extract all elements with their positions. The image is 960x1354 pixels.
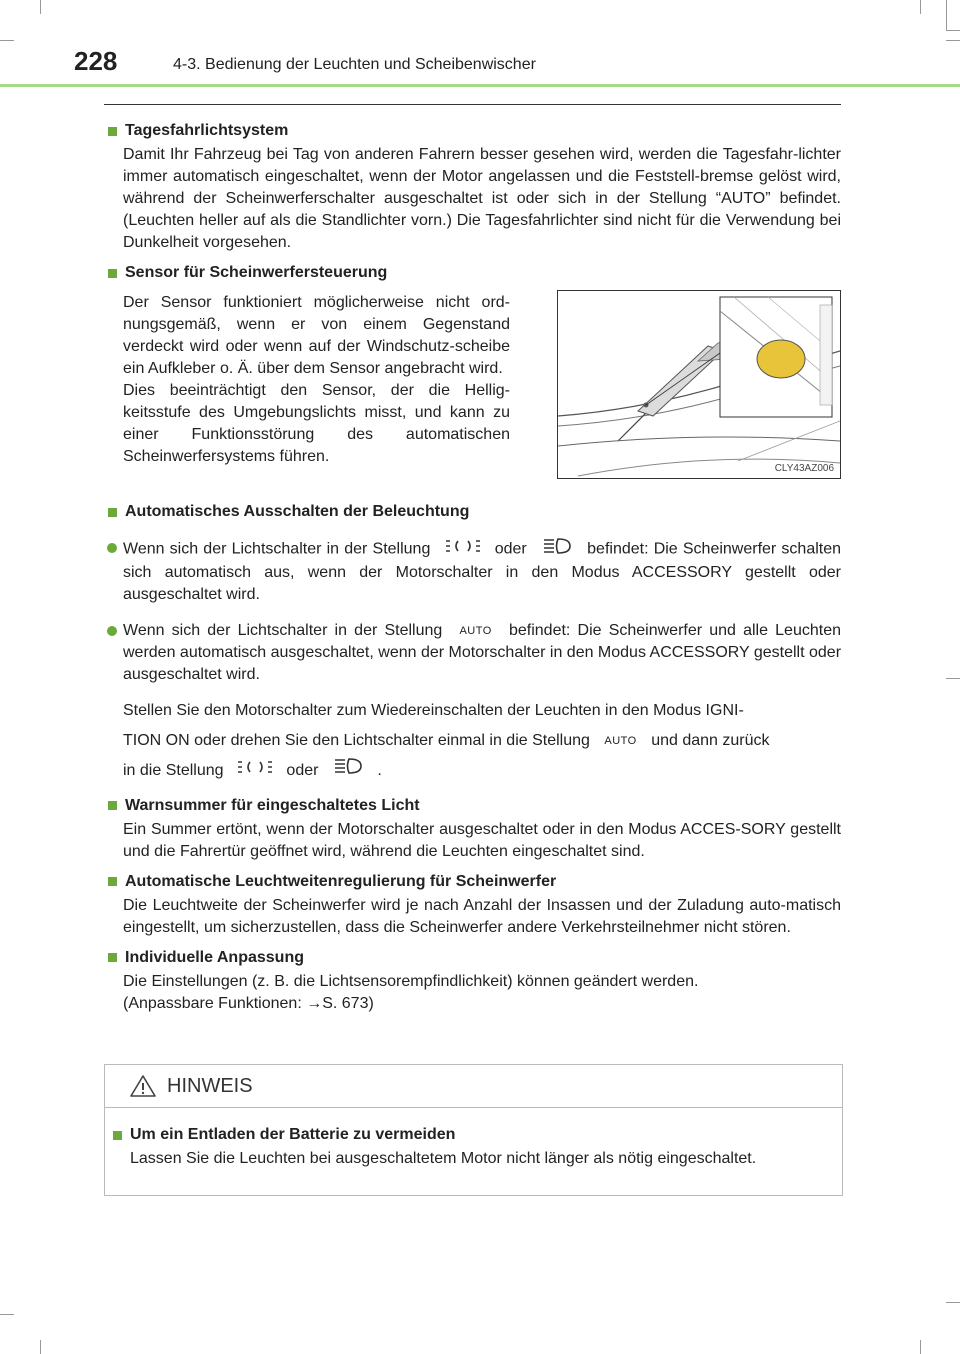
section-headlight-sensor	[104, 260, 841, 479]
bullet-text: befindet: Die Scheinwerfer und alle Leuchten werden automatisch ausgeschaltet, wenn der Motorschalter in den Modus ACCESSORY gestellt oder ausgeschaltet wird.	[123, 622, 842, 684]
heading-text: Individuelle Anpassung	[125, 948, 304, 966]
notice-header	[105, 1065, 842, 1108]
crop-mark	[920, 0, 921, 14]
header-rule	[0, 84, 960, 87]
section-text	[123, 971, 841, 1015]
section-heading	[104, 869, 841, 895]
crop-mark	[0, 40, 14, 41]
heading-text: Automatische Leuchtweitenregulierung für Scheinwerfer	[125, 872, 557, 890]
para-line: TION ON oder drehen Sie den Lichtschalter einmal in die Stellung	[123, 732, 590, 750]
section-daytime-running-lights	[104, 118, 841, 254]
para-line: Stellen Sie den Motorschalter zum Wiedereinschalten der Leuchten in den Modus IGNI-	[123, 702, 744, 720]
sensor-paragraph-1: Der Sensor funktioniert möglicherweise nicht ord-nungsgemäß, wenn er von einem Gegenstand verdeckt wird oder wenn auf der Windschutz-scheibe ein Aufkleber o. Ä. über dem Sensor angebracht wird.	[123, 294, 510, 377]
parking-lights-icon	[446, 538, 480, 561]
custom-link-reference[interactable]: (Anpassbare Funktionen: →S. 673)	[123, 994, 374, 1012]
heading-text: Tagesfahrlichtsystem	[125, 122, 289, 139]
sensor-block	[123, 290, 841, 479]
para-line: oder	[286, 762, 319, 780]
section-heading	[104, 260, 841, 286]
notice-box	[104, 1064, 843, 1196]
sensor-paragraph-2: Dies beeinträchtigt den Sensor, der die Hellig-keitsstufe des Umgebungslichts misst, und kann zu einer Funktionsstörung des automatischen Scheinwerfersystems führen.	[123, 382, 510, 465]
crop-mark	[0, 1314, 14, 1315]
bullet-text: Wenn sich der Lichtschalter in der Stellung	[123, 622, 443, 640]
notice-text: Lassen Sie die Leuchten bei ausgeschaltetem Motor nicht länger als nötig eingeschaltet.	[130, 1150, 757, 1167]
square-bullet-icon	[108, 269, 117, 278]
reactivation-paragraph	[123, 696, 841, 786]
warning-triangle-icon	[129, 1074, 157, 1098]
section-divider	[104, 104, 841, 105]
section-light-buzzer	[104, 793, 841, 863]
square-bullet-icon	[113, 1131, 122, 1140]
crop-mark	[946, 678, 960, 679]
figure-code: CLY43AZ006	[774, 463, 834, 474]
page-content	[104, 118, 841, 1021]
crop-mark	[40, 1340, 41, 1354]
crop-mark	[946, 0, 947, 30]
crop-mark	[946, 1302, 960, 1303]
bullet-item	[123, 537, 841, 606]
heading-text: Sensor für Scheinwerfersteuerung	[125, 264, 388, 281]
section-text: Ein Summer ertönt, wenn der Motorschalter ausgeschaltet oder in den Modus ACCES-SORY gestellt und die Fahrertür geöffnet wird, während die Leuchten eingeschaltet sind.	[123, 820, 841, 860]
page-number: 228	[74, 46, 118, 76]
notice-title: HINWEIS	[167, 1074, 253, 1097]
sensor-text	[123, 292, 510, 479]
section-text: Damit Ihr Fahrzeug bei Tag von anderen Fahrern besser gesehen wird, werden die Tagesfahr-lichter immer automatisch eingeschaltet, wenn der Motor angelassen und die Feststell-bremse gelöst wird, während der Scheinwerferschalter ausgeschaltet ist oder sich in der Stellung “AUTO” befindet. (Leuchten heller auf als die Standlichter vorn.) Die Tagesfahrlichter sind nicht für die Verwendung bei Dunkelheit vorgesehen.	[123, 146, 841, 251]
headlights-icon	[333, 756, 363, 786]
heading-text: Automatisches Ausschalten der Beleuchtung	[125, 503, 470, 520]
square-bullet-icon	[108, 953, 117, 962]
para-line: .	[377, 762, 382, 780]
sensor-illustration	[557, 290, 841, 479]
crop-mark	[946, 30, 960, 31]
section-heading	[104, 499, 841, 525]
para-line: in die Stellung	[123, 762, 224, 780]
square-bullet-icon	[108, 508, 117, 517]
section-heading	[104, 118, 841, 144]
square-bullet-icon	[108, 127, 117, 136]
section-auto-off	[104, 499, 841, 787]
bullet-item	[123, 620, 841, 686]
square-bullet-icon	[108, 801, 117, 810]
square-bullet-icon	[108, 877, 117, 886]
parking-lights-icon	[238, 756, 272, 786]
section-heading	[104, 945, 841, 971]
bullet-text: Wenn sich der Lichtschalter in der Stellung	[123, 540, 431, 558]
heading-text: Warnsummer für eingeschaltetes Licht	[125, 796, 420, 814]
para-line: und dann zurück	[651, 732, 770, 750]
custom-text-1: Die Einstellungen (z. B. die Lichtsensorempfindlichkeit) können geändert werden.	[123, 972, 699, 990]
bullet-text: befindet: Die Scheinwerfer schalten sich automatisch aus, wenn der Motorschalter in den Modus ACCESSORY gestellt oder ausgeschaltet wird.	[123, 540, 842, 603]
crop-mark	[40, 0, 41, 14]
bullet-dot-icon	[107, 626, 117, 636]
headlights-icon	[542, 537, 572, 562]
bullet-text: oder	[494, 540, 527, 558]
crop-mark	[946, 40, 960, 41]
section-customization	[104, 945, 841, 1015]
section-heading	[104, 793, 841, 819]
notice-subheading-text: Um ein Entladen der Batterie zu vermeiden	[130, 1126, 456, 1143]
auto-position-icon: AUTO	[459, 625, 492, 637]
bullet-dot-icon	[107, 543, 117, 553]
notice-body	[105, 1108, 842, 1170]
crop-mark	[920, 1340, 921, 1354]
chapter-title: 4-3. Bedienung der Leuchten und Scheibenwischer	[173, 56, 536, 73]
section-headlight-leveling	[104, 869, 841, 939]
notice-subheading	[105, 1122, 842, 1148]
section-text: Die Leuchtweite der Scheinwerfer wird je nach Anzahl der Insassen und der Zuladung auto-matisch eingestellt, um sicherzustellen, dass die Scheinwerfer andere Verkehrsteilnehmer nicht stören.	[123, 896, 841, 936]
auto-position-icon: AUTO	[604, 735, 637, 748]
windshield-sensor-drawing	[558, 291, 840, 478]
